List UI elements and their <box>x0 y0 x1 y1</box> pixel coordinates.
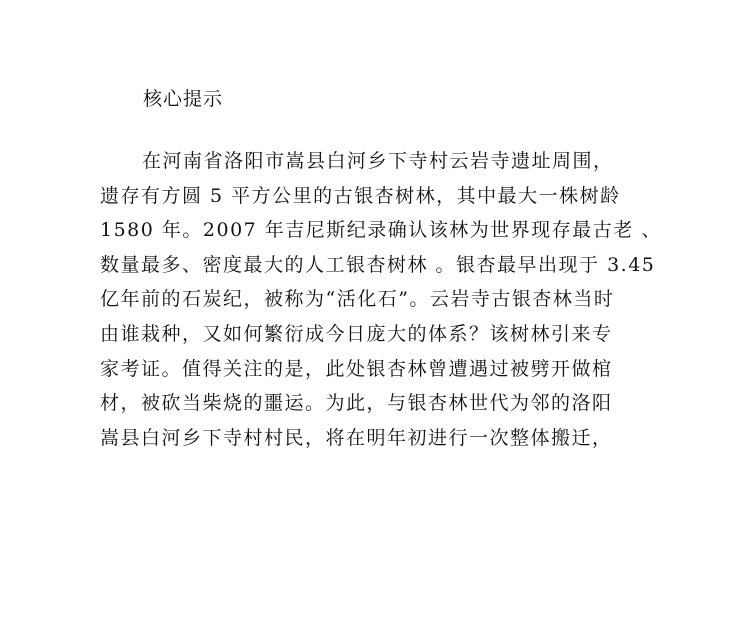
text-line: 在河南省洛阳市嵩县白河乡下寺村云岩寺遗址周围， <box>142 150 614 172</box>
text-line: 1580 年。2007 年吉尼斯纪录确认该林为世界现存最古老 、 <box>100 219 662 242</box>
text-line: 家考证。值得关注的是，此处银杏林曾遭遇过被劈开做棺 <box>100 357 613 380</box>
text-line: 数量最多、密度最大的人工银杏树林 。银杏最早出现于 3.45 <box>100 253 656 276</box>
text-line: 嵩县白河乡下寺村村民，将在明年初进行一次整体搬迁， <box>100 426 613 449</box>
text-line: 由谁栽种，又如何繁衍成今日庞大的体系？该树林引来专 <box>100 322 613 345</box>
text-line: 材，被砍当柴烧的噩运。为此，与银杏林世代为邻的洛阳 <box>100 392 613 415</box>
text-line: 遗存有方圆 5 平方公里的古银杏树林，其中最大一株树龄 <box>100 184 621 207</box>
body-paragraph <box>100 144 660 455</box>
text-line: 亿年前的石炭纪，被称为“活化石”。云岩寺古银杏林当时 <box>100 288 615 311</box>
section-heading: 核心提示 <box>143 88 224 110</box>
